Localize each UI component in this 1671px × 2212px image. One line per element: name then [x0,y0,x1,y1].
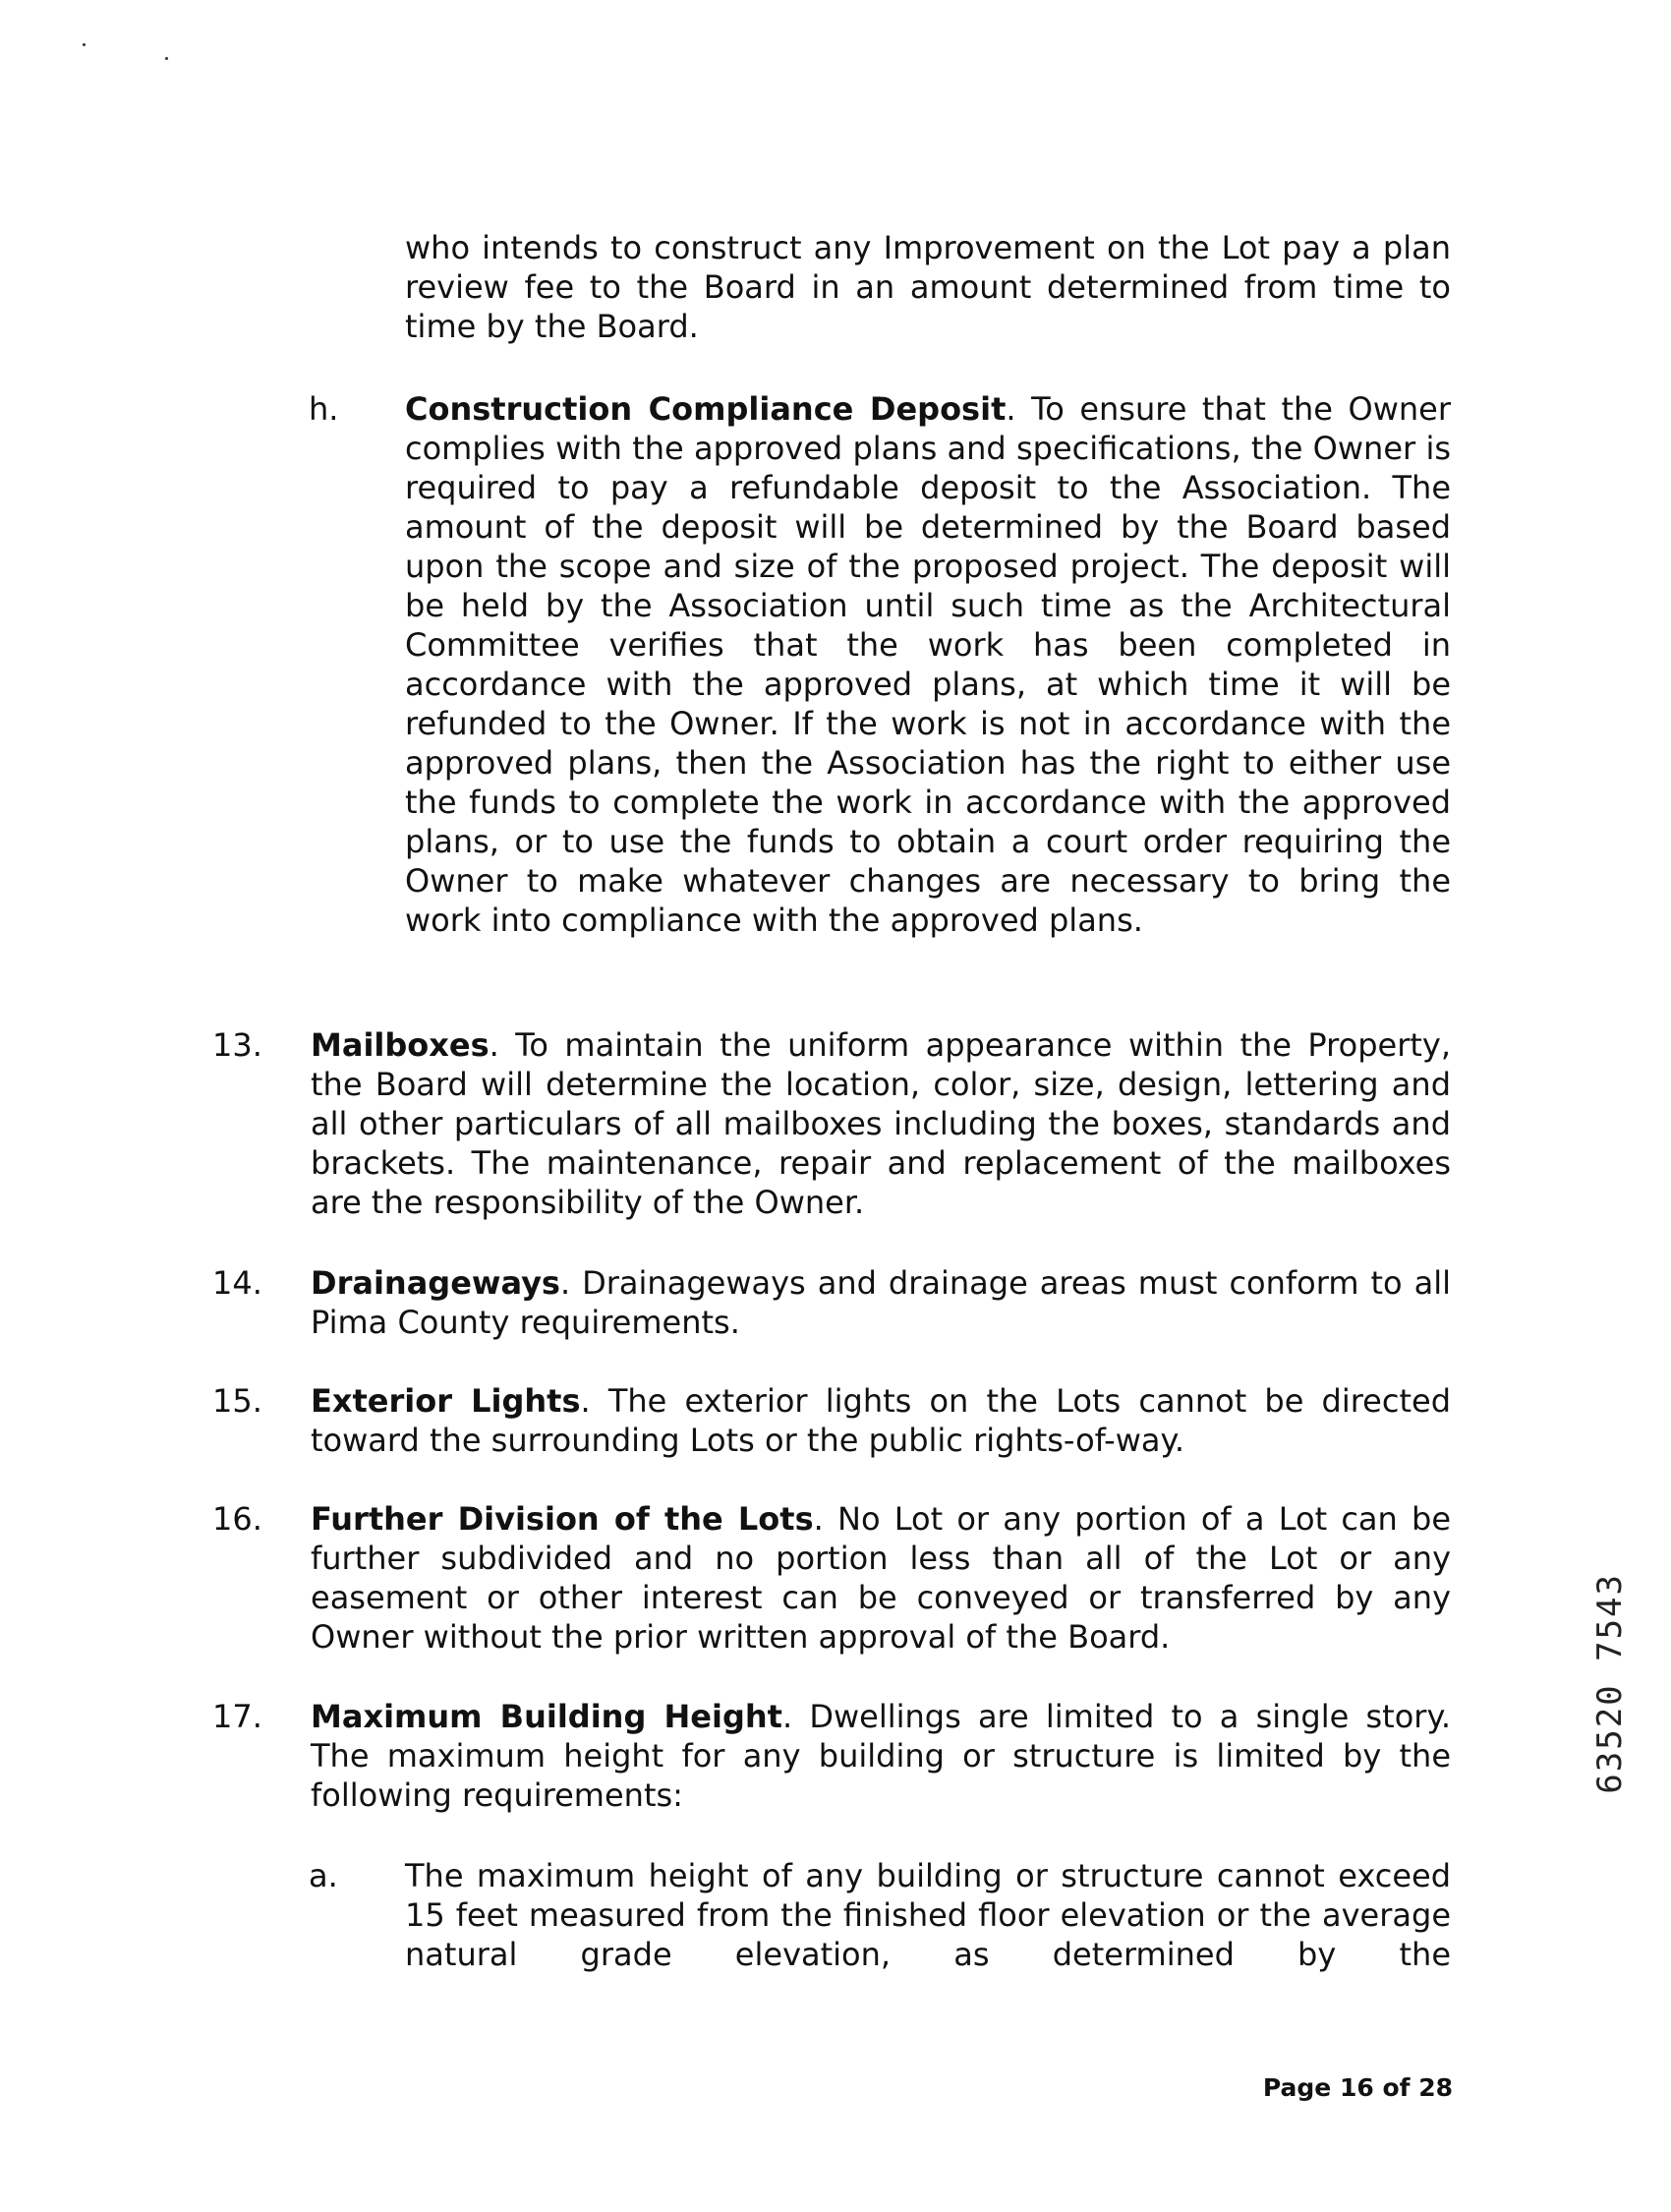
recording-stamp [1590,1573,1630,1829]
section-16-body: . No Lot or any portion of a Lot can be further subdivided and no portion less than all of the Lot or any easement or other interest can be conveyed or transferred by any Owner without the prior written approval of the Board. [311,1500,1452,1656]
section-17-heading: Maximum Building Height [311,1698,782,1735]
section-14-body: . Drainageways and drainage areas must conform to all Pima County requirements. [311,1264,1451,1341]
page-number-footer: Page 16 of 28 [1262,2073,1453,2102]
item-h-marker: h. [309,390,339,428]
section-15-paragraph [311,1381,1451,1460]
section-13-heading: Mailboxes [311,1026,490,1064]
scan-speck [165,57,168,60]
continuation-paragraph [405,228,1451,346]
section-17-body: . Dwellings are limited to a single story. The maximum height for any building or structure is limited by the following requirements: [311,1698,1452,1814]
section-17-number: 17. [212,1698,262,1735]
continuation-text: who intends to construct any Improvement on the Lot pay a plan review fee to the Board in an amount determined from time to time by the Board. [405,229,1451,345]
item-h-paragraph [405,389,1451,940]
section-14-paragraph [311,1263,1451,1342]
section-16-heading: Further Division of the Lots [311,1500,814,1538]
item-a-body: The maximum height of any building or structure cannot exceed 15 feet measured from the finished floor elevation or the average natural grade elevation, as determined by the [405,1857,1451,1973]
item-h-heading: Construction Compliance Deposit [405,390,1007,428]
section-13-body: . To maintain the uniform appearance within the Property, the Board will determine the location, color, size, design, lettering and all other particulars of all mailboxes including the boxes, standards and brackets. The maintenance, repair and replacement of the mailboxes are the responsibility of the Owner. [311,1026,1451,1221]
section-17-paragraph [311,1697,1451,1815]
section-14-number: 14. [212,1264,262,1302]
section-13-number: 13. [212,1026,262,1064]
section-14-heading: Drainageways [311,1264,560,1302]
item-a-marker: a. [309,1857,338,1894]
section-13-paragraph [311,1025,1451,1222]
item-a-paragraph [405,1856,1451,1974]
section-15-body: . The exterior lights on the Lots cannot be directed toward the surrounding Lots or the public rights-of-way. [311,1382,1452,1459]
section-16-paragraph [311,1499,1451,1657]
recording-stamp-text: 63520 7543 [1590,1573,1630,1794]
section-16-number: 16. [212,1500,262,1538]
item-h-body: . To ensure that the Owner complies with the approved plans and specifications, the Owner is required to pay a refundable deposit to the Association. The amount of the deposit will be determined by the Board based upon the scope and size of the proposed project. The deposit will be held by the Association until such time as the Architectural Committee verifies that the work has been completed in accordance with the approved plans, at which time it will be refunded to the Owner. If the work is not in accordance with the approved plans, then the Association has the right to either use the funds to complete the work in accordance with the approved plans, or to use the funds to obtain a court order requiring the Owner to make whatever changes are necessary to bring the work into compliance with the approved plans. [405,390,1451,939]
section-15-heading: Exterior Lights [311,1382,581,1420]
scan-speck [83,43,86,46]
section-15-number: 15. [212,1382,262,1420]
